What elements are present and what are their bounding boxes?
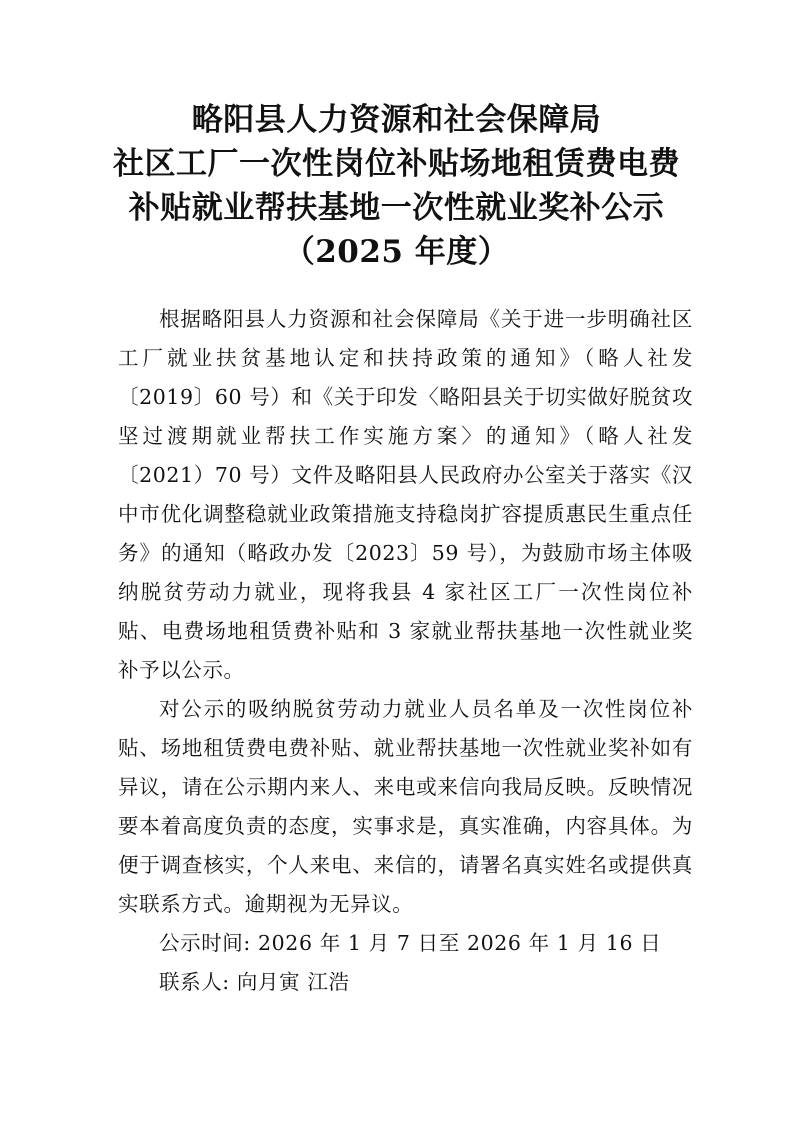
paragraph-2: 对公示的吸纳脱贫劳动力就业人员名单及一次性岗位补贴、场地租赁费电费补贴、就业帮扶基地一次性就业奖补如有异议，请在公示期内来人、来电或来信向我局反映。反映情况要本着高度负责的态度，实事求是，真实准确，内容具体。为便于调查核实，个人来电、来信的，请署名真实姓名或提供真实联系方式。逾期视为无异议。 — [118, 697, 693, 916]
document-title — [0, 98, 793, 274]
title-line-1: 略阳县人力资源和社会保障局 — [191, 102, 602, 138]
title-line-2: 社区工厂一次性岗位补贴场地租赁费电费 — [113, 146, 680, 182]
title-line-3: 补贴就业帮扶基地一次性就业奖补公示 — [128, 190, 665, 226]
publicity-period: 公示时间: 2026 年 1 月 7 日至 2026 年 1 月 16 日 — [159, 931, 662, 955]
document-body — [118, 300, 693, 1002]
title-line-4-year: （2025 年度） — [283, 234, 510, 270]
paragraph-1: 根据略阳县人力资源和社会保障局《关于进一步明确社区工厂就业扶贫基地认定和扶持政策的通知》（略人社发〔2019〕60 号）和《关于印发〈略阳县关于切实做好脱贫攻坚过渡期就业帮扶工作实施方案〉的通知》（略人社发〔2021）70 号）文件及略阳县人民政府办公室关于落实《汉中市优化调整稳就业政策措施支持稳岗扩容提质惠民生重点任务》的通知（略政办发〔2023〕59 号），为鼓励市场主体吸纳脱贫劳动力就业，现将我县 4 家社区工厂一次性岗位补贴、电费场地租赁费补贴和 3 家就业帮扶基地一次性就业奖补予以公示。 — [118, 307, 693, 682]
contact-persons: 联系人: 向月寅 江浩 — [159, 970, 350, 994]
